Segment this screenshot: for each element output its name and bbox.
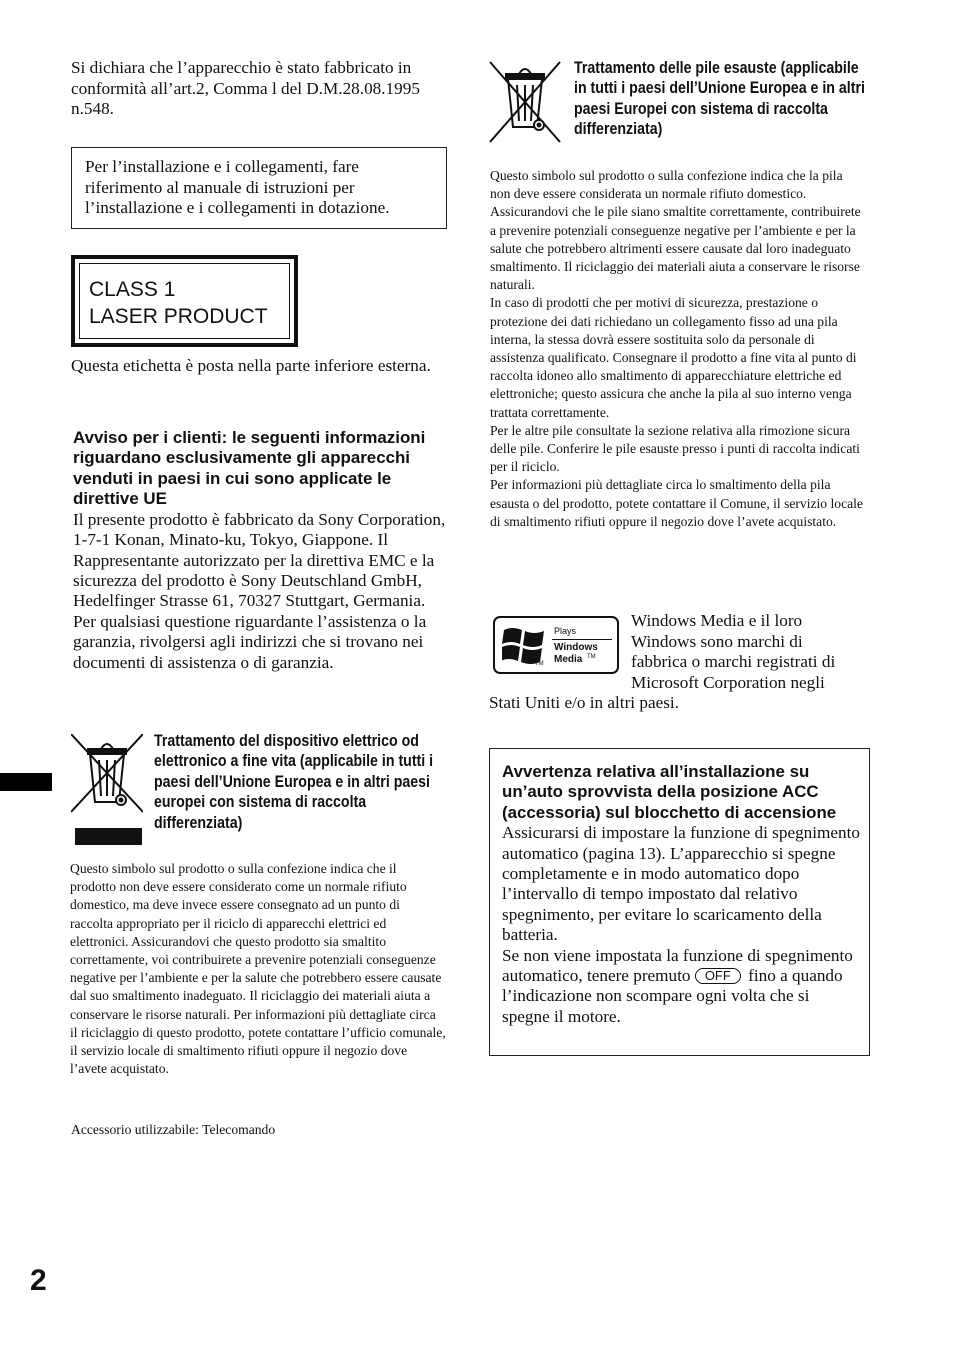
battery-paragraph: Questo simbolo sul prodotto o sulla confezione indica che la pila non deve essere considerata un normale rifiuto domestico. Assicurandovi che le pile siano smaltite correttamente, contribuirete a prevenire potenziali conseguenze negative per l’ambiente e per la salute che potrebbero altrimenti essere causate dal loro inadeguato smaltimento. Il riciclaggio dei materiali aiuta a conservare le risorse naturali. xyxy=(490,168,861,293)
laser-label-line1: CLASS 1 xyxy=(89,278,176,301)
battery-body xyxy=(490,167,866,531)
install-note-text: Per l’installazione e i collegamenti, fare riferimento al manuale di istruzioni per l’installazione e i collegamenti in dotazione. xyxy=(85,157,390,217)
windows-text-tail: Stati Uniti e/o in altri paesi. xyxy=(489,693,679,712)
customer-notice-body: Il presente prodotto è fabbricato da Sony Corporation, 1-7-1 Konan, Minato-ku, Tokyo, Giappone. Il Rappresentante autorizzato per la direttiva EMC e la sicurezza del prodotto è Sony Deutschland GmbH, Hedelfinger Strasse 61, 70327 Stuttgart, Germania. Per qualsiasi questione riguardante l’assistenza o la garanzia, rivolgersi agli indirizzi che si trovano nei documenti di assistenza o di garanzia. xyxy=(73,509,446,672)
section-tab xyxy=(0,773,52,791)
windows-flag-icon xyxy=(502,625,546,665)
customer-notice xyxy=(73,428,449,673)
acc-warning-box xyxy=(489,748,870,1056)
windows-trademark-text xyxy=(631,611,871,693)
declaration-text: Si dichiara che l’apparecchio è stato fabbricato in conformità all’art.2, Comma l del D.M.28.08.1995 n.548. xyxy=(71,58,420,118)
weee-body: Questo simbolo sul prodotto o sulla confezione indica che il prodotto non deve essere considerato come un normale rifiuto domestico, ma deve invece essere consegnato ad un punto di raccolta appropriato per il riciclo di apparecchi elettrici ed elettronici. Assicurandovi che questo prodotto sia smaltito correttamente, voi contribuirete a prevenire potenziali conseguenze negative per l’ambiente e per la salute che potrebbero essere causate dal suo smaltimento inadeguato. Il riciclaggio dei materiali aiuta a conservare le risorse naturali. Per informazioni più dettagliate circa il riciclaggio di questo prodotto, potete contattare l’ufficio comunale, il servizio locale di smaltimento rifiuti oppure il negozio dove l’avete acquistato. xyxy=(70,861,446,1077)
laser-product-label xyxy=(71,255,298,347)
acc-warning-paragraph1: Assicurarsi di impostare la funzione di spegnimento automatico (pagina 13). L’apparecchio si spegne completamente e in modo automatico dopo l’intervallo di tempo impostato dal relativo spegnimento, per evitare lo scaricamento della batteria. xyxy=(502,823,860,945)
battery-paragraph: Per informazioni più dettagliate circa lo smaltimento della pila esausta o del prodotto, potete contattare il Comune, il servizio locale di smaltimento rifiuti oppure il negozio dove l’avete acquistato. xyxy=(490,477,863,529)
acc-warning-heading: Avvertenza relativa all’installazione su un’auto sprovvista della posizione ACC (accessoria) sul blocchetto di accensione xyxy=(502,762,837,822)
crossed-bin-icon xyxy=(71,734,143,848)
windows-text-line: Microsoft Corporation negli xyxy=(631,672,825,692)
weee-heading: Trattamento del dispositivo elettrico od elettronico a fine vita (applicabile in tutti i paesi dell’Unione Europea e in altri paesi europei con sistema di raccolta differenziata) xyxy=(154,732,434,832)
label-position-text: Questa etichetta è posta nella parte inferiore esterna. xyxy=(71,356,431,375)
battery-paragraph: In caso di prodotti che per motivi di sicurezza, prestazione o protezione dei dati richiedano un collegamento fisso ad una pila interna, la stessa dovrà essere sostituita solo da personale di assistenza qualificato. Consegnare il prodotto a fine vita al punto di raccolta idoneo allo smaltimento di apparecchiature elettriche ed elettroniche; questo assicura che anche la pila al suo interno venga trattata correttamente. xyxy=(490,295,857,420)
logo-media: Media xyxy=(554,654,583,665)
logo-windows: Windows xyxy=(554,642,598,653)
laser-label-line2: LASER PRODUCT xyxy=(89,305,268,328)
windows-media-logo xyxy=(493,616,619,674)
battery-heading: Trattamento delle pile esauste (applicabile in tutti i paesi dell’Unione Europea e in altri paesi Europei con sistema di raccolta differenziata) xyxy=(574,59,865,139)
crossed-bin-battery-icon xyxy=(489,60,561,144)
acc-warning-p2-after: fino a quando l’indicazione non scompare ogni volta che si spegne il motore. xyxy=(502,966,843,1026)
battery-paragraph: Per le altre pile consultate la sezione relativa alla rimozione sicura delle pile. Conferire le pile esauste presso i punti di raccolta indicati per il riciclo. xyxy=(490,422,860,475)
accessory-text: Accessorio utilizzabile: Telecomando xyxy=(71,1122,276,1137)
install-note-box xyxy=(71,147,447,229)
logo-plays: Plays xyxy=(554,626,577,636)
page-number: 2 xyxy=(30,1264,47,1297)
off-key: OFF xyxy=(695,968,741,984)
acc-warning-p2-before: Se non viene impostata la funzione di spegnimento automatico, tenere premuto xyxy=(502,945,853,986)
logo-divider xyxy=(552,639,612,640)
logo-tm-small: TM xyxy=(535,661,544,667)
logo-tm: TM xyxy=(587,654,596,660)
windows-text-line: Windows Media e il loro xyxy=(631,611,803,630)
customer-notice-heading: Avviso per i clienti: le seguenti informazioni riguardano esclusivamente gli apparecchi venduti in paesi in cui sono applicate le direttive UE xyxy=(73,428,426,509)
windows-text-line: Windows sono marchi di xyxy=(631,631,803,651)
acc-warning-paragraph2 xyxy=(502,946,861,1028)
windows-text-line: fabbrica o marchi registrati di xyxy=(631,652,836,671)
